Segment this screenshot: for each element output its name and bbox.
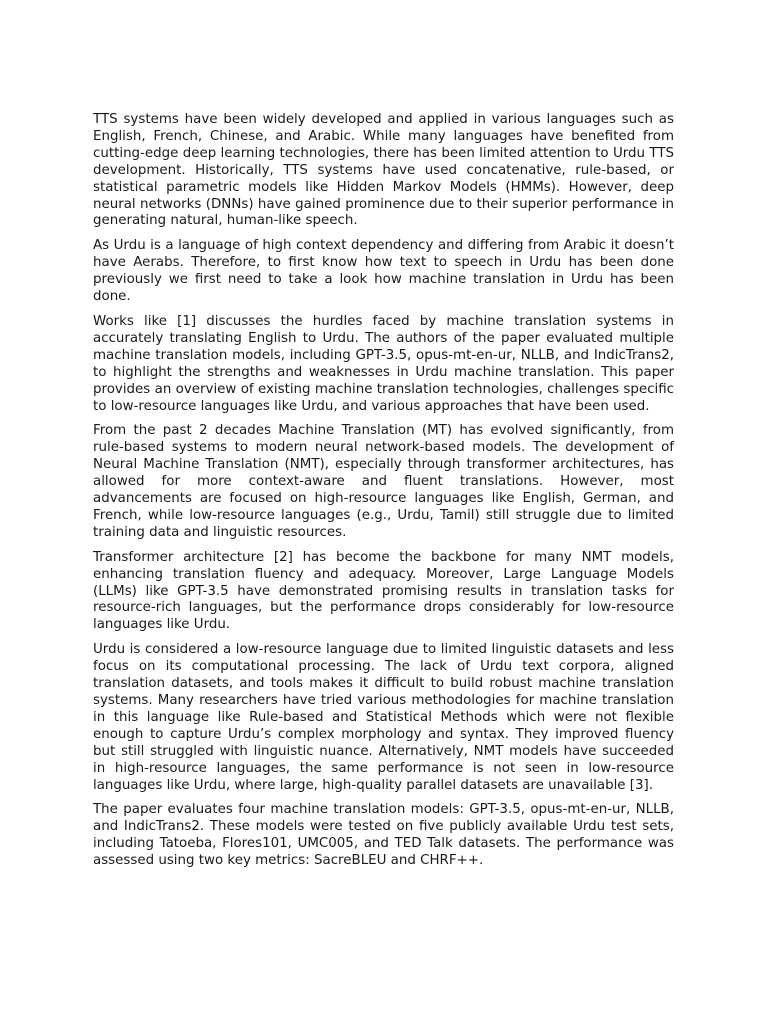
paragraph-evaluation: The paper evaluates four machine translation models: GPT-3.5, opus-mt-en-ur, NLLB, and IndicTrans2. These models were tested on five publicly available Urdu test sets, including Tatoeba, Flores101, UMC005, and TED Talk datasets. The performance was assessed using two key metrics: SacreBLEU and CHRF++. — [93, 802, 674, 869]
paragraph-urdu-context: As Urdu is a language of high context dependency and differing from Arabic it doesn’t have Aerabs. Therefore, to first know how text to speech in Urdu has been done previously we first need to take a look how machine translation in Urdu has been done. — [93, 238, 674, 305]
paragraph-low-resource: Urdu is considered a low-resource language due to limited linguistic datasets and less focus on its computational processing. The lack of Urdu text corpora, aligned translation datasets, and tools makes it difficult to build robust machine translation systems. Many researchers have tried various methodologies for machine translation in this language like Rule-based and Statistical Methods which were not flexible enough to capture Urdu’s complex morphology and syntax. They improved fluency but still struggled with linguistic nuance. Alternatively, NMT models have succeeded in high-resource languages, the same performance is not seen in low-resource languages like Urdu, where large, high-quality parallel datasets are unavailable [3]. — [93, 642, 674, 793]
paragraph-transformer: Transformer architecture [2] has become the backbone for many NMT models, enhancing translation fluency and adequacy. Moreover, Large Language Models (LLMs) like GPT-3.5 have demonstrated promising results in translation tasks for resource-rich languages, but the performance drops considerably for low-resource languages like Urdu. — [93, 549, 674, 633]
paragraph-related-work: Works like [1] discusses the hurdles faced by machine translation systems in accurately translating English to Urdu. The authors of the paper evaluated multiple machine translation models, including GPT-3.5, opus-mt-en-ur, NLLB, and IndicTrans2, to highlight the strengths and weaknesses in Urdu machine translation. This paper provides an overview of existing machine translation technologies, challenges specific to low-resource languages like Urdu, and various approaches that have been used. — [93, 313, 674, 414]
paragraph-mt-evolution: From the past 2 decades Machine Translation (MT) has evolved significantly, from rule-based systems to modern neural network-based models. The development of Neural Machine Translation (NMT), especially through transformer architectures, has allowed for more context-aware and fluent translations. However, most advancements are focused on high-resource languages like English, German, and French, while low-resource languages (e.g., Urdu, Tamil) still struggle due to limited training data and linguistic resources. — [93, 423, 674, 540]
paragraph-tts-overview: TTS systems have been widely developed and applied in various languages such as English, French, Chinese, and Arabic. While many languages have benefited from cutting-edge deep learning technologies, there has been limited attention to Urdu TTS development. Historically, TTS systems have used concatenative, rule-based, or statistical parametric models like Hidden Markov Models (HMMs). However, deep neural networks (DNNs) have gained prominence due to their superior performance in generating natural, human-like speech. — [93, 112, 674, 229]
document-page — [93, 112, 674, 878]
